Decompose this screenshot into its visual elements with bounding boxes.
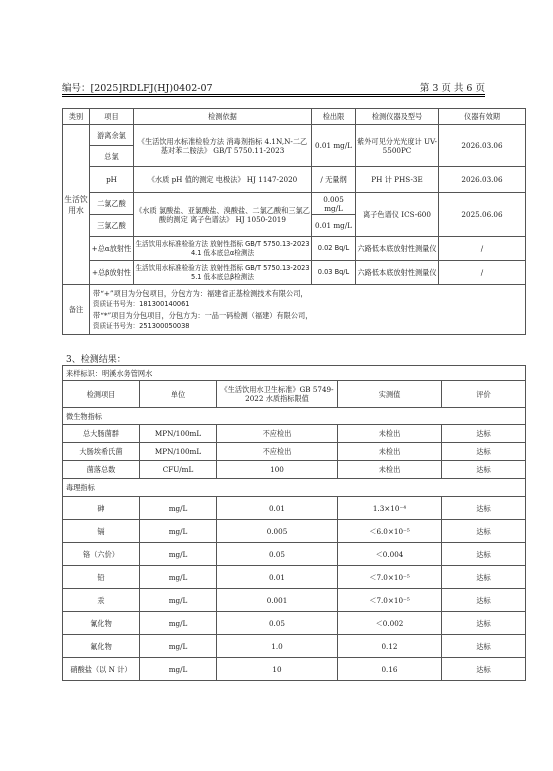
unit-cell: MPN/100mL	[140, 443, 217, 461]
item-cell: 游离余氯	[90, 125, 134, 146]
validity-cell: /	[439, 261, 526, 285]
instrument-cell: 六路低本底放射性测量仪	[356, 237, 439, 261]
basis-cell: 《水质 氯酸盐、亚氯酸盐、溴酸盐、二氯乙酸和三氯乙酸的测定 离子色谱法》 HJ 1050-2019	[134, 193, 312, 237]
result-cell: 达标	[442, 497, 526, 520]
value-cell: 1.3×10⁻⁴	[338, 497, 442, 520]
value-cell: 未检出	[338, 443, 442, 461]
limit-cell: / 无量纲	[312, 167, 356, 193]
limit-cell: 100	[217, 461, 338, 479]
basis-cell: 生活饮用水标准检验方法 放射性指标 GB/T 5750.13-2023 4.1 低本底总α检测法	[134, 237, 312, 261]
header-rule	[62, 94, 485, 95]
validity-cell: 2026.03.06	[439, 125, 526, 167]
remark-line: 带“*”项目为分包项目，分包方为：一品一码检测（福建）有限公司，	[93, 310, 313, 320]
group-row	[63, 479, 526, 497]
table-row	[63, 497, 526, 520]
item-cell: 二氯乙酸	[90, 193, 134, 215]
remark-label: 备注	[63, 285, 90, 335]
item-cell: 总大肠菌群	[63, 425, 140, 443]
result-cell: 达标	[442, 589, 526, 612]
item-cell: 氟化物	[63, 635, 140, 658]
basis-cell: 《生活饮用水标准检验方法 消毒剂指标 4.1N,N-二乙基对苯二胺法》 GB/T 5750.11-2023	[134, 125, 312, 167]
limit-cell: 不应检出	[217, 425, 338, 443]
table-row	[63, 443, 526, 461]
value-cell: 未检出	[338, 461, 442, 479]
result-cell: 达标	[442, 461, 526, 479]
category-cell: 生活饮用水	[63, 125, 90, 285]
item-cell: 三氯乙酸	[90, 215, 134, 237]
limit-cell: 0.05	[217, 543, 338, 566]
instrument-cell: 离子色谱仪 ICS-600	[356, 193, 439, 237]
results-table-header	[63, 381, 526, 408]
col-header-unit: 单位	[140, 381, 217, 408]
item-cell: +总α放射性	[90, 237, 134, 261]
limit-cell: 不应检出	[217, 443, 338, 461]
col-header-value: 实测值	[338, 381, 442, 408]
col-header-item: 项目	[90, 109, 134, 125]
result-cell: 达标	[442, 612, 526, 635]
item-cell: 总氯	[90, 146, 134, 167]
item-cell: +总β放射性	[90, 261, 134, 285]
result-cell: 达标	[442, 566, 526, 589]
result-cell: 达标	[442, 425, 526, 443]
col-header-basis: 检测依据	[134, 109, 312, 125]
col-header-validity: 仪器有效期	[439, 109, 526, 125]
table-row	[63, 167, 526, 193]
col-header-instrument: 检测仪器及型号	[356, 109, 439, 125]
limit-cell: 0.001	[217, 589, 338, 612]
table-row	[63, 461, 526, 479]
value-cell: ＜0.002	[338, 612, 442, 635]
table-row	[63, 589, 526, 612]
value-cell: 0.12	[338, 635, 442, 658]
section-title: 3、检测结果：	[66, 355, 126, 365]
results-table	[62, 365, 526, 681]
table-row	[63, 193, 526, 215]
limit-cell: 10	[217, 658, 338, 681]
unit-cell: CFU/mL	[140, 461, 217, 479]
item-cell: 铅	[63, 566, 140, 589]
table-row	[63, 125, 526, 146]
item-cell: 硝酸盐（以 N 计）	[63, 658, 140, 681]
limit-cell: 0.05	[217, 612, 338, 635]
col-header-category: 类别	[63, 109, 90, 125]
unit-cell: mg/L	[140, 543, 217, 566]
validity-cell: 2025.06.06	[439, 193, 526, 237]
limit-cell: 0.01 mg/L	[312, 125, 356, 167]
result-cell: 达标	[442, 520, 526, 543]
remark-line: 资质证书号为：181300140061	[93, 299, 190, 308]
item-cell: 铬（六价）	[63, 543, 140, 566]
limit-cell: 0.005 mg/L	[312, 193, 356, 215]
unit-cell: MPN/100mL	[140, 425, 217, 443]
value-cell: ＜0.004	[338, 543, 442, 566]
limit-cell: 0.02 Bq/L	[312, 237, 356, 261]
instrument-cell: PH 计 PHS-3E	[356, 167, 439, 193]
validity-cell: /	[439, 237, 526, 261]
unit-cell: mg/L	[140, 658, 217, 681]
group-label: 微生物指标	[63, 408, 526, 425]
validity-cell: 2026.03.06	[439, 167, 526, 193]
value-cell: ＜6.0×10⁻⁵	[338, 520, 442, 543]
table-row	[63, 543, 526, 566]
limit-cell: 1.0	[217, 635, 338, 658]
table-row	[63, 566, 526, 589]
limit-cell: 0.01	[217, 566, 338, 589]
sample-label: 来样标识：明溪水务管网水	[63, 366, 526, 381]
remark-line: 带“+”项目为分包项目，分包方为：福建省正基检测技术有限公司，	[93, 288, 308, 298]
item-cell: 砷	[63, 497, 140, 520]
col-header-limit: 检出限	[312, 109, 356, 125]
col-header-item: 检测项目	[63, 381, 140, 408]
limit-cell: 0.03 Bq/L	[312, 261, 356, 285]
method-table	[62, 108, 526, 335]
table-row	[63, 425, 526, 443]
limit-cell: 0.01 mg/L	[312, 215, 356, 237]
item-cell: 镉	[63, 520, 140, 543]
table-row	[63, 237, 526, 261]
result-cell: 达标	[442, 658, 526, 681]
table-row	[63, 520, 526, 543]
instrument-cell: 六路低本底放射性测量仪	[356, 261, 439, 285]
unit-cell: mg/L	[140, 497, 217, 520]
value-cell: ＜7.0×10⁻⁵	[338, 566, 442, 589]
remarks-cell	[90, 285, 526, 335]
page-info: 第 3 页 共 6 页	[419, 83, 485, 94]
value-cell: 未检出	[338, 425, 442, 443]
unit-cell: mg/L	[140, 520, 217, 543]
report-number: 编号：[2025]RDLFJ(HJ)0402-07	[62, 83, 213, 94]
remarks-row	[63, 285, 526, 335]
col-header-standard: 《生活饮用水卫生标准》GB 5749-2022 水质指标限值	[217, 381, 338, 408]
sample-row	[63, 366, 526, 381]
table-row	[63, 635, 526, 658]
result-cell: 达标	[442, 443, 526, 461]
item-cell: 氰化物	[63, 612, 140, 635]
method-table-header	[63, 109, 526, 125]
table-row	[63, 658, 526, 681]
item-cell: 汞	[63, 589, 140, 612]
instrument-cell: 紫外可见分光光度计 UV-5500PC	[356, 125, 439, 167]
col-header-result: 评价	[442, 381, 526, 408]
header-rule-2	[62, 96, 485, 97]
unit-cell: mg/L	[140, 566, 217, 589]
unit-cell: mg/L	[140, 635, 217, 658]
value-cell: ＜7.0×10⁻⁵	[338, 589, 442, 612]
unit-cell: mg/L	[140, 612, 217, 635]
unit-cell: mg/L	[140, 589, 217, 612]
remark-line: 资质证书号为：251300050038	[93, 321, 190, 330]
basis-cell: 《水质 pH 值的测定 电极法》 HJ 1147-2020	[134, 167, 312, 193]
table-row	[63, 261, 526, 285]
limit-cell: 0.005	[217, 520, 338, 543]
group-label: 毒理指标	[63, 479, 526, 497]
group-row	[63, 408, 526, 425]
table-row	[63, 612, 526, 635]
basis-cell: 生活饮用水标准检验方法 放射性指标 GB/T 5750.13-2023 5.1 低本底总β检测法	[134, 261, 312, 285]
item-cell: 菌落总数	[63, 461, 140, 479]
item-cell: 大肠埃希氏菌	[63, 443, 140, 461]
item-cell: pH	[90, 167, 134, 193]
value-cell: 0.16	[338, 658, 442, 681]
result-cell: 达标	[442, 543, 526, 566]
limit-cell: 0.01	[217, 497, 338, 520]
result-cell: 达标	[442, 635, 526, 658]
